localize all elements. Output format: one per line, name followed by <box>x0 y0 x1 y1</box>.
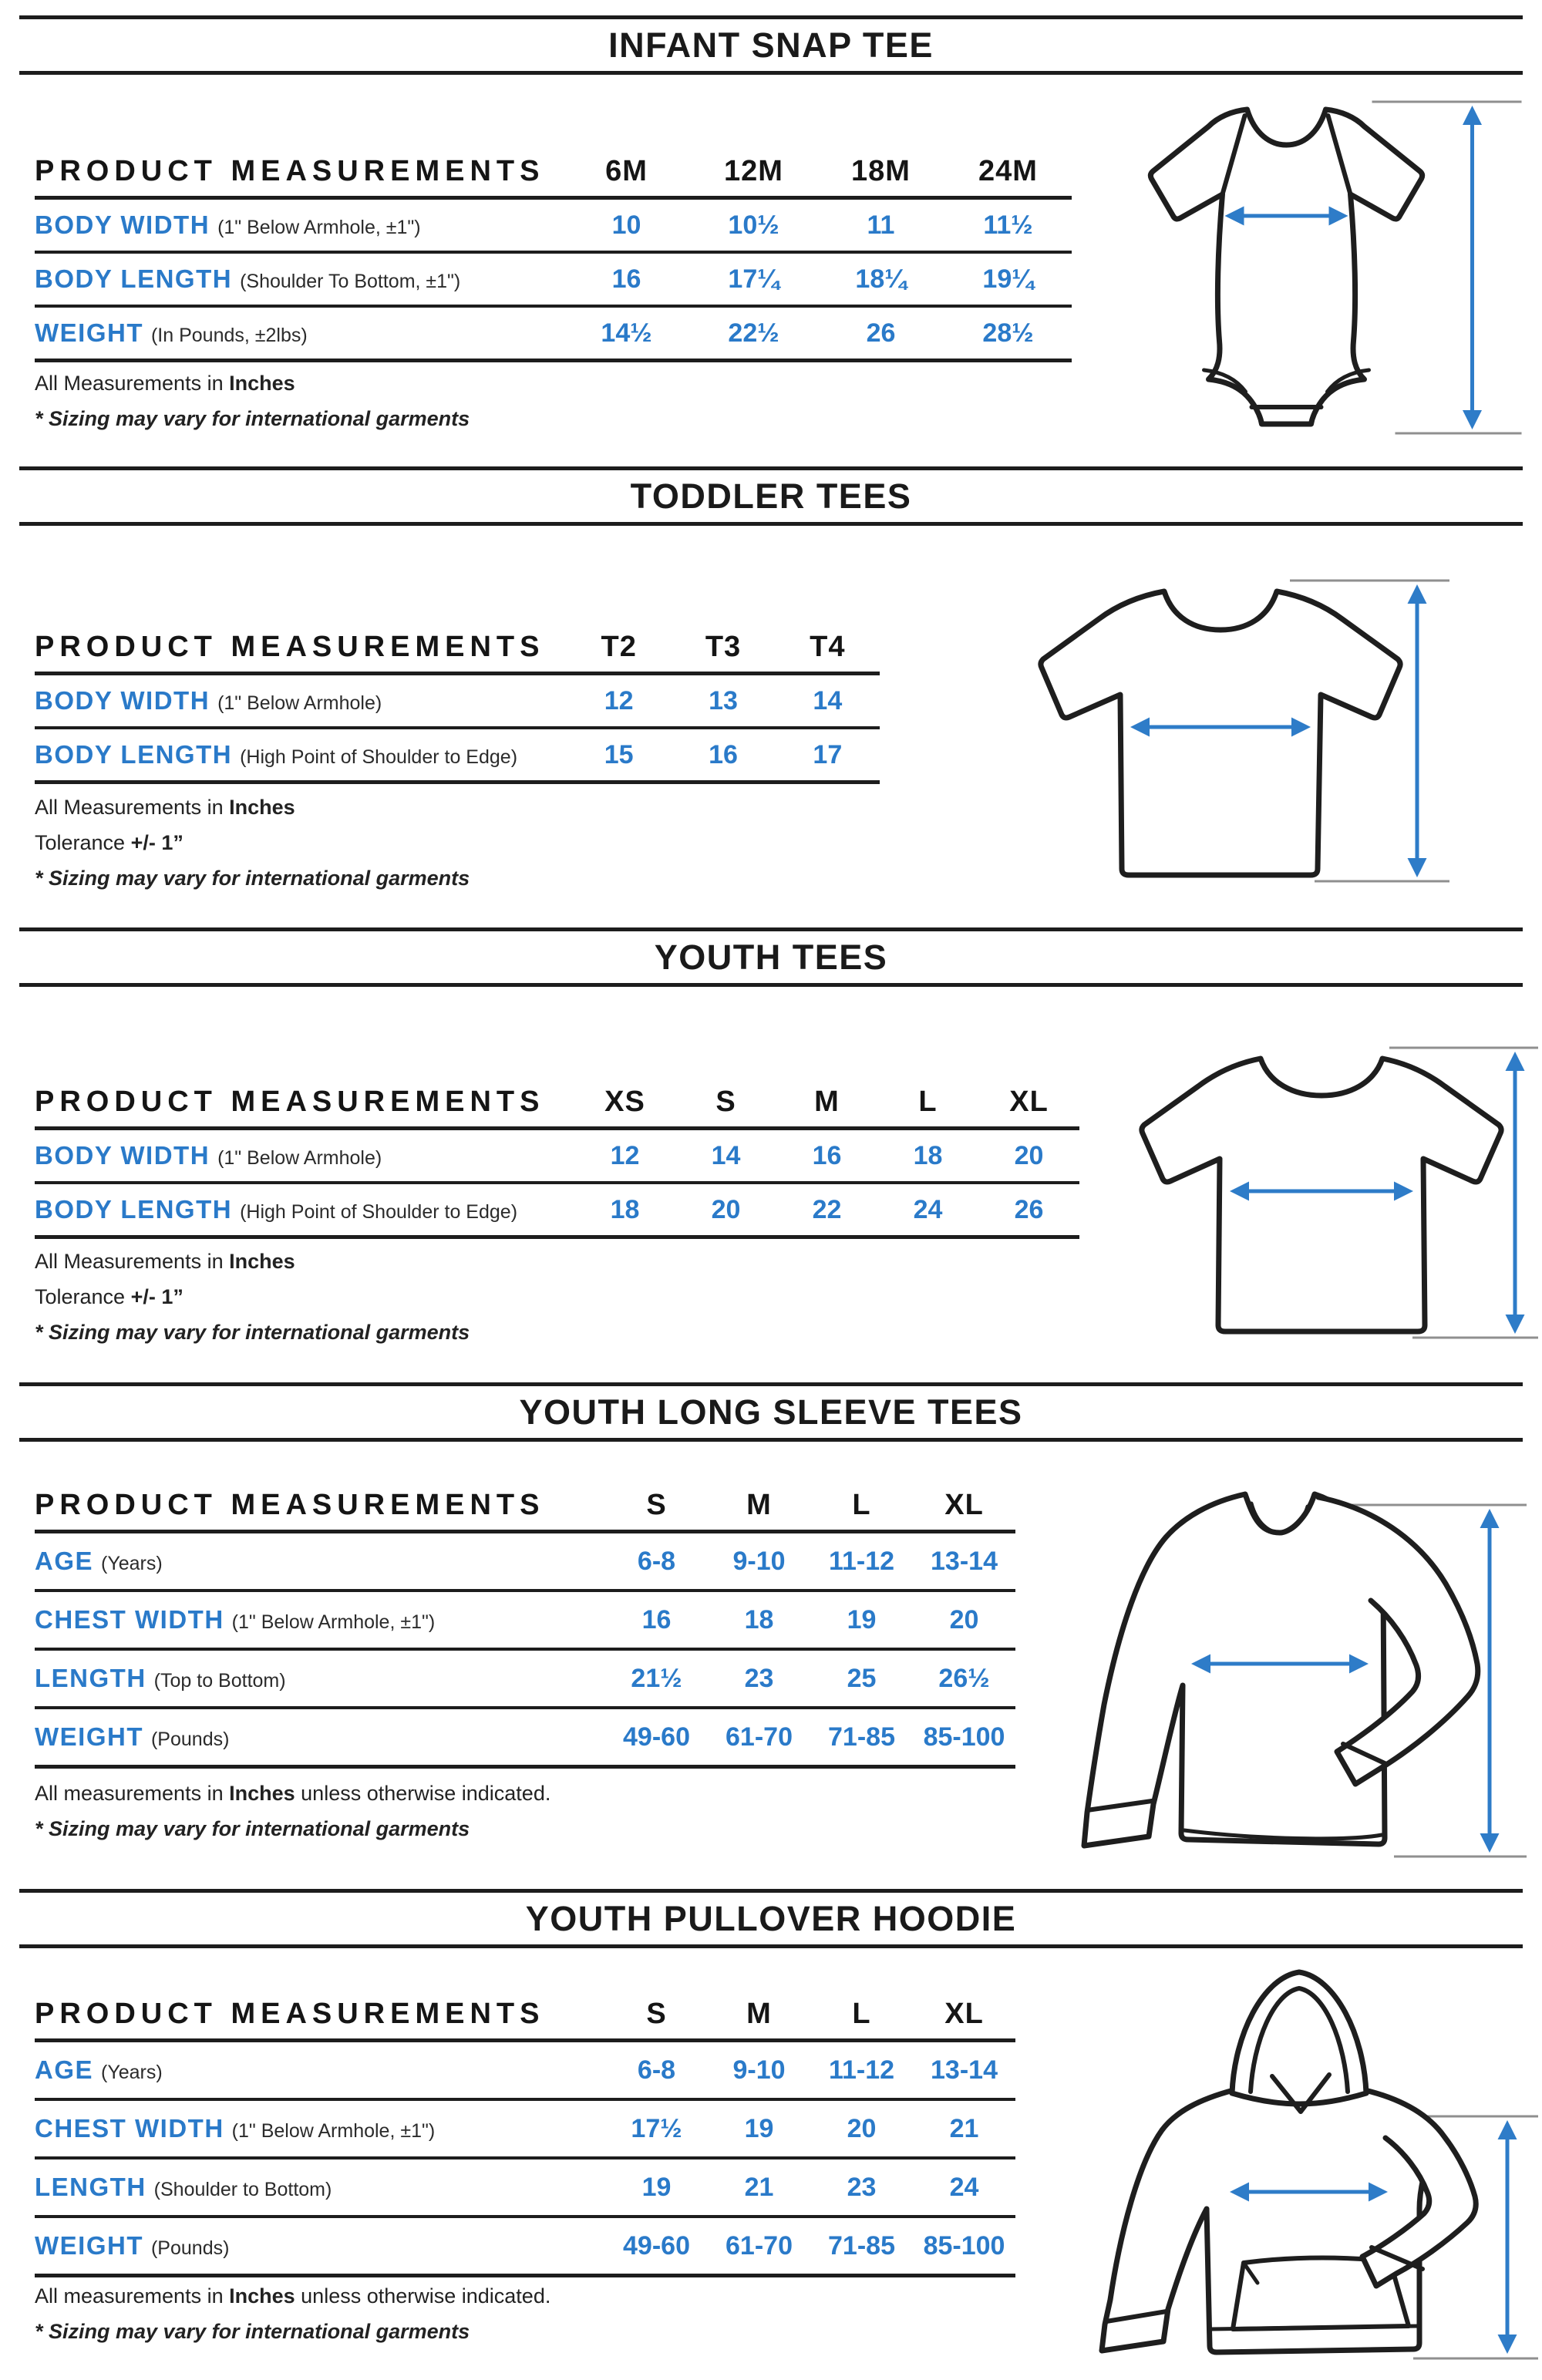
footnotes <box>35 1782 550 1853</box>
row-label: WEIGHT (Pounds) <box>35 1722 230 1751</box>
measurements-table <box>35 1480 1015 1769</box>
size-column-header: XL <box>1009 1085 1049 1118</box>
size-column-header: T3 <box>705 630 742 663</box>
size-column-header: L <box>918 1085 938 1118</box>
table-row <box>35 2101 1015 2156</box>
pullover-hoodie-diagram <box>1076 1961 1542 2377</box>
row-label: CHEST WIDTH (1" Below Armhole, ±1") <box>35 1605 436 1634</box>
table-header-label: PRODUCT MEASUREMENTS <box>35 1488 545 1521</box>
row-label: BODY LENGTH (High Point of Shoulder to Edge) <box>35 1195 518 1224</box>
cell-value: 11 <box>867 210 895 240</box>
footnotes <box>35 372 470 443</box>
footnotes <box>35 796 470 902</box>
measurements-table <box>35 146 1072 362</box>
cell-value: 16 <box>641 1604 672 1634</box>
section-title: INFANT SNAP TEE <box>608 25 934 65</box>
cell-value: 14½ <box>601 318 652 348</box>
row-label: AGE (Years) <box>35 2055 163 2084</box>
size-column-header: M <box>746 1488 772 1521</box>
cell-value: 11-12 <box>828 2055 895 2085</box>
cell-value: 14 <box>711 1140 741 1170</box>
cell-value: 49-60 <box>623 2230 690 2260</box>
table-header-label: PRODUCT MEASUREMENTS <box>35 1997 545 2030</box>
table-header-row <box>35 1989 1015 2038</box>
size-column-header: 12M <box>724 154 783 187</box>
table-row <box>35 200 1072 251</box>
section-title-band <box>19 1889 1523 1948</box>
row-label: LENGTH (Top to Bottom) <box>35 1664 286 1692</box>
cell-value: 28½ <box>982 318 1034 348</box>
size-column-header: XL <box>944 1997 984 2030</box>
size-column-header: S <box>646 1997 667 2030</box>
sizing-disclaimer: * Sizing may vary for international garments <box>35 1817 470 1840</box>
table-row <box>35 2160 1015 2215</box>
cell-value: 61-70 <box>726 2230 793 2260</box>
cell-value: 14 <box>813 685 843 715</box>
cell-value: 18 <box>913 1140 943 1170</box>
section-title-band <box>19 466 1523 526</box>
size-column-header: M <box>814 1085 840 1118</box>
cell-value: 10 <box>611 210 641 240</box>
measurement-note: All Measurements in Inches <box>35 1250 295 1273</box>
sizing-disclaimer: * Sizing may vary for international garments <box>35 2320 470 2343</box>
long-sleeve-outline <box>1084 1494 1385 1846</box>
section-title: YOUTH LONG SLEEVE TEES <box>519 1392 1023 1432</box>
cell-value: 17½ <box>631 2113 682 2143</box>
cell-value: 19 <box>847 1604 877 1634</box>
section-title-band <box>19 15 1523 75</box>
size-column-header: L <box>852 1997 871 2030</box>
youth-tee-diagram <box>1095 1028 1542 1367</box>
table-row <box>35 308 1072 359</box>
section-title: YOUTH TEES <box>654 937 888 977</box>
cell-value: 6-8 <box>637 2055 676 2085</box>
cell-value: 11-12 <box>828 1546 895 1576</box>
cell-value: 15 <box>604 739 634 769</box>
cell-value: 26 <box>1014 1194 1044 1224</box>
cell-value: 23 <box>744 1663 774 1693</box>
cell-value: 18¼ <box>855 264 907 294</box>
cell-value: 13 <box>709 685 738 715</box>
cell-value: 26 <box>866 318 896 348</box>
table-header-label: PRODUCT MEASUREMENTS <box>35 1085 545 1118</box>
cell-value: 18 <box>744 1604 774 1634</box>
row-label: LENGTH (Shoulder to Bottom) <box>35 2173 332 2201</box>
section-youth-pullover-hoodie <box>0 1887 1542 2380</box>
divider <box>35 1235 1079 1239</box>
measurements-table <box>35 1077 1079 1239</box>
cell-value: 18 <box>610 1194 640 1224</box>
section-toddler-tees <box>0 463 1542 920</box>
size-column-header: S <box>646 1488 667 1521</box>
table-header-label: PRODUCT MEASUREMENTS <box>35 630 545 663</box>
size-column-header: XL <box>944 1488 984 1521</box>
sizing-disclaimer: * Sizing may vary for international garments <box>35 407 470 430</box>
cell-value: 16 <box>611 264 641 294</box>
row-label: CHEST WIDTH (1" Below Armhole, ±1") <box>35 2114 436 2143</box>
section-title-band <box>19 1382 1523 1442</box>
cell-value: 6-8 <box>637 1546 676 1576</box>
table-row <box>35 1592 1015 1648</box>
divider <box>35 359 1072 362</box>
tolerance-note: Tolerance +/- 1” <box>35 831 183 854</box>
cell-value: 16 <box>709 739 738 769</box>
table-row <box>35 675 880 726</box>
row-label: AGE (Years) <box>35 1547 163 1575</box>
table-header-row <box>35 1480 1015 1530</box>
measurement-note: All measurements in Inches unless otherwise indicated. <box>35 1782 551 1805</box>
cell-value: 19 <box>641 2172 672 2202</box>
table-header-row <box>35 146 1072 196</box>
tee-outline <box>1142 1059 1501 1331</box>
cell-value: 12 <box>610 1140 640 1170</box>
section-youth-tees <box>0 920 1542 1377</box>
row-label: WEIGHT (Pounds) <box>35 2231 230 2260</box>
cell-value: 22 <box>812 1194 842 1224</box>
cell-value: 13-14 <box>931 1546 998 1576</box>
cell-value: 11½ <box>983 210 1033 240</box>
size-column-header: M <box>746 1997 772 2030</box>
table-row <box>35 1130 1079 1181</box>
cell-value: 61-70 <box>726 1722 793 1752</box>
cell-value: 9-10 <box>732 1546 786 1576</box>
cell-value: 20 <box>1014 1140 1044 1170</box>
cell-value: 21½ <box>631 1663 682 1693</box>
row-label: BODY LENGTH (High Point of Shoulder to Edge) <box>35 740 518 769</box>
measurement-note: All measurements in Inches unless otherwise indicated. <box>35 2284 551 2308</box>
bodysuit-outline <box>1150 109 1422 424</box>
size-column-header: S <box>715 1085 736 1118</box>
cell-value: 21 <box>744 2172 774 2202</box>
section-title: YOUTH PULLOVER HOODIE <box>525 1898 1017 1938</box>
section-title-band <box>19 927 1523 987</box>
size-column-header: 24M <box>978 154 1038 187</box>
sizing-disclaimer: * Sizing may vary for international garments <box>35 1321 470 1344</box>
cell-value: 85-100 <box>923 2230 1005 2260</box>
table-header-label: PRODUCT MEASUREMENTS <box>35 154 545 187</box>
table-row <box>35 2218 1015 2274</box>
table-header-row <box>35 622 880 672</box>
measurement-note: All Measurements in Inches <box>35 796 295 819</box>
row-label: WEIGHT (In Pounds, ±2lbs) <box>35 318 308 347</box>
cell-value: 13-14 <box>931 2055 998 2085</box>
cell-value: 19 <box>744 2113 774 2143</box>
sizing-disclaimer: * Sizing may vary for international garments <box>35 867 470 890</box>
tolerance-note: Tolerance +/- 1” <box>35 1285 183 1308</box>
table-row <box>35 1533 1015 1589</box>
cell-value: 12 <box>604 685 634 715</box>
divider <box>35 2274 1015 2277</box>
section-title: TODDLER TEES <box>630 476 912 516</box>
cell-value: 16 <box>812 1140 842 1170</box>
size-column-header: T2 <box>601 630 637 663</box>
cell-value: 85-100 <box>923 1722 1005 1752</box>
cell-value: 49-60 <box>623 1722 690 1752</box>
table-row <box>35 1709 1015 1765</box>
footnotes <box>35 2284 550 2355</box>
cell-value: 23 <box>847 2172 877 2202</box>
cell-value: 24 <box>913 1194 943 1224</box>
measurement-note: All Measurements in Inches <box>35 372 295 395</box>
long-sleeve-tee-diagram <box>1025 1462 1534 1882</box>
table-row <box>35 1184 1079 1235</box>
cell-value: 21 <box>949 2113 979 2143</box>
cell-value: 9-10 <box>732 2055 786 2085</box>
section-infant-snap-tee <box>0 0 1542 463</box>
cell-value: 26½ <box>938 1663 990 1693</box>
cell-value: 71-85 <box>828 1722 895 1752</box>
cell-value: 22½ <box>728 318 779 348</box>
row-label: BODY LENGTH (Shoulder To Bottom, ±1") <box>35 264 461 293</box>
cell-value: 19¼ <box>982 264 1034 294</box>
divider <box>35 780 880 784</box>
tee-outline <box>1041 591 1400 875</box>
cell-value: 20 <box>847 2113 877 2143</box>
table-row <box>35 254 1072 305</box>
table-row <box>35 2042 1015 2098</box>
row-label: BODY WIDTH (1" Below Armhole, ±1") <box>35 210 421 239</box>
toddler-tee-diagram <box>991 559 1453 906</box>
measurements-table <box>35 1989 1015 2277</box>
cell-value: 20 <box>949 1604 979 1634</box>
cell-value: 20 <box>711 1194 741 1224</box>
cell-value: 17 <box>813 739 843 769</box>
cell-value: 71-85 <box>828 2230 895 2260</box>
table-row <box>35 729 880 780</box>
row-label: BODY WIDTH (1" Below Armhole) <box>35 686 382 715</box>
size-column-header: T4 <box>810 630 846 663</box>
table-row <box>35 1651 1015 1706</box>
size-column-header: 6M <box>605 154 648 187</box>
row-label: BODY WIDTH (1" Below Armhole) <box>35 1141 382 1170</box>
cell-value: 25 <box>847 1663 877 1693</box>
cell-value: 10½ <box>728 210 779 240</box>
measurements-table <box>35 622 880 784</box>
size-column-header: XS <box>604 1085 645 1118</box>
cell-value: 24 <box>949 2172 979 2202</box>
cell-value: 17¼ <box>728 264 779 294</box>
size-column-header: 18M <box>851 154 911 187</box>
footnotes <box>35 1250 470 1356</box>
divider <box>35 1765 1015 1769</box>
infant-bodysuit-diagram <box>1122 86 1527 456</box>
size-column-header: L <box>852 1488 871 1521</box>
section-youth-long-sleeve-tees <box>0 1377 1542 1887</box>
table-header-row <box>35 1077 1079 1126</box>
